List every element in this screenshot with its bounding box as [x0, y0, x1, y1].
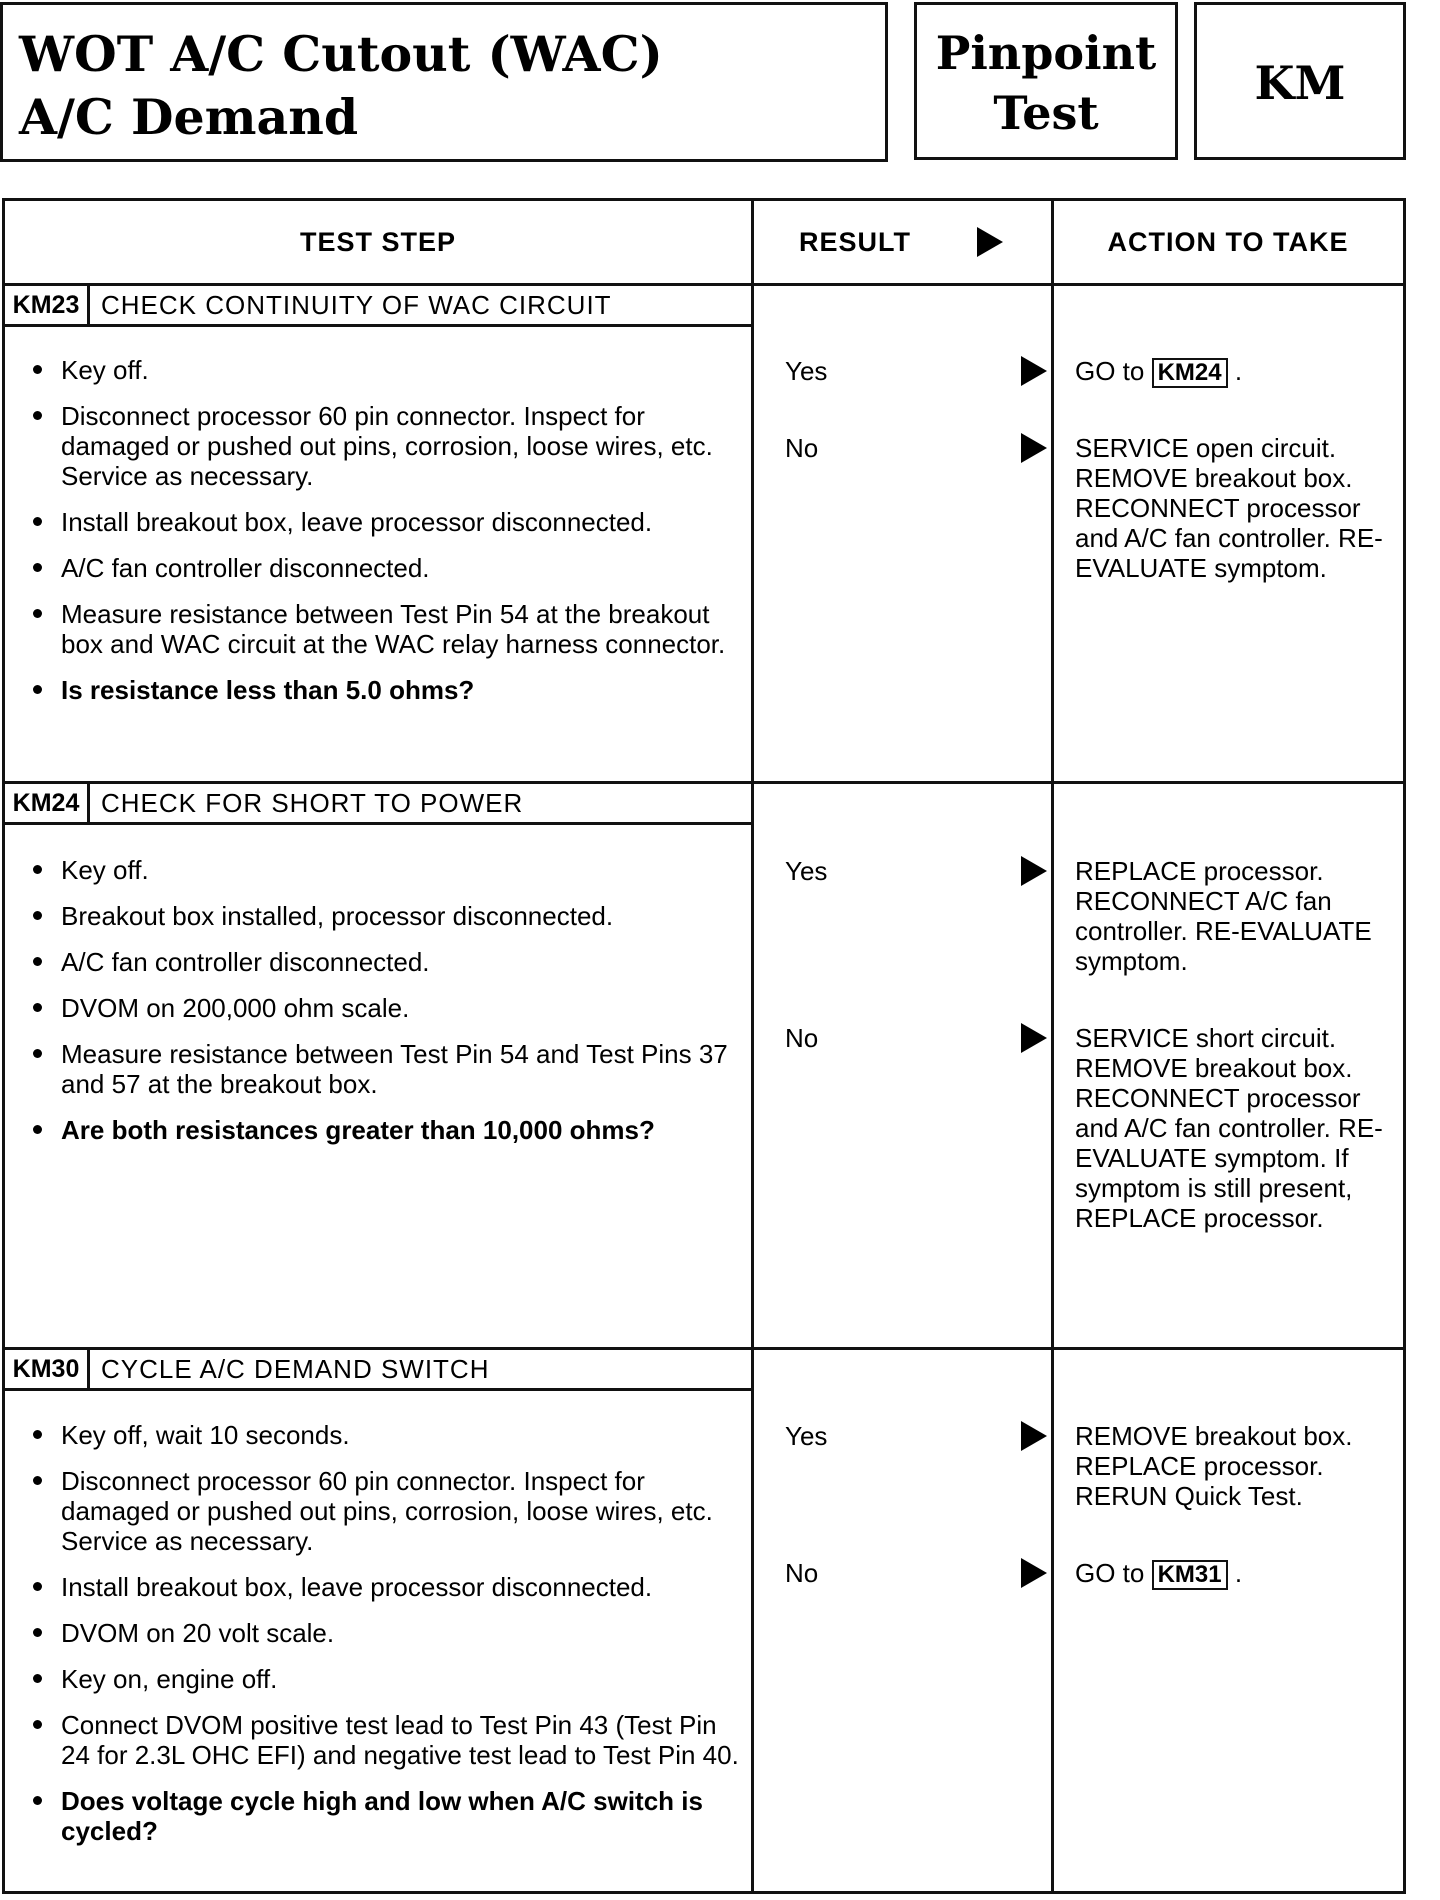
step-header-km23 — [5, 286, 753, 327]
step-header-km30 — [5, 1350, 753, 1391]
step-question: Does voltage cycle high and low when A/C switch is cycled? — [31, 1786, 743, 1846]
step-title: CHECK FOR SHORT TO POWER — [101, 787, 524, 818]
pinpoint-label: Pinpoint — [935, 26, 1157, 80]
step-code: KM23 — [5, 286, 90, 324]
result-yes: Yes — [785, 356, 828, 386]
arrow-right-icon — [1021, 1421, 1047, 1451]
step-question: Are both resistances greater than 10,000 ohms? — [31, 1115, 743, 1145]
action-text: GO to KM31 . — [1075, 1558, 1243, 1588]
step-code: KM24 — [5, 784, 90, 822]
action-text: REPLACE processor. RECONNECT A/C fan controller. RE-EVALUATE symptom. — [1075, 856, 1372, 976]
step-instructions-km24 — [31, 855, 743, 1161]
action-text: GO to KM24 . — [1075, 356, 1243, 386]
list-item: A/C fan controller disconnected. — [31, 947, 743, 977]
step-title: CYCLE A/C DEMAND SWITCH — [101, 1353, 490, 1384]
list-item: Key off. — [31, 355, 743, 385]
step-header-km24 — [5, 784, 753, 825]
step-instructions-km23 — [31, 355, 743, 721]
action-text: REMOVE breakout box. REPLACE processor. RERUN Quick Test. — [1075, 1421, 1353, 1511]
column-divider-step — [751, 201, 754, 1891]
test-code-box — [1194, 2, 1406, 160]
arrow-right-icon — [1021, 356, 1047, 386]
test-table — [2, 198, 1406, 1894]
test-label: Test — [993, 86, 1099, 140]
header-action: ACTION TO TAKE — [1107, 226, 1349, 257]
page-title — [19, 23, 663, 149]
list-item: Install breakout box, leave processor disconnected. — [31, 1572, 743, 1602]
list-item: Key on, engine off. — [31, 1664, 743, 1694]
arrow-right-icon — [977, 227, 1003, 257]
step-reference: KM24 — [1152, 358, 1228, 388]
title-box — [0, 2, 888, 162]
list-item: DVOM on 200,000 ohm scale. — [31, 993, 743, 1023]
result-no: No — [785, 433, 819, 463]
list-item: Disconnect processor 60 pin connector. Inspect for damaged or pushed out pins, corrosion, loose wires, etc. Service as necessary. — [31, 1466, 743, 1556]
column-divider-action — [1051, 201, 1054, 1891]
step-question: Is resistance less than 5.0 ohms? — [31, 675, 743, 705]
list-item: Measure resistance between Test Pin 54 and Test Pins 37 and 57 at the breakout box. — [31, 1039, 743, 1099]
action-text: SERVICE open circuit. REMOVE breakout box. RECONNECT processor and A/C fan controller. RE-EVALUATE symptom. — [1075, 433, 1383, 583]
step-title: CHECK CONTINUITY OF WAC CIRCUIT — [101, 289, 612, 320]
arrow-right-icon — [1021, 1558, 1047, 1588]
header-result: RESULT — [751, 201, 1051, 283]
title-line-1: WOT A/C Cutout (WAC) — [19, 25, 663, 83]
list-item: Breakout box installed, processor disconnected. — [31, 901, 743, 931]
list-item: Key off. — [31, 855, 743, 885]
result-yes: Yes — [785, 1421, 828, 1451]
arrow-right-icon — [1021, 433, 1047, 463]
step-reference: KM31 — [1152, 1560, 1228, 1590]
result-yes: Yes — [785, 856, 828, 886]
header-test-step: TEST STEP — [299, 226, 457, 257]
arrow-right-icon — [1021, 1023, 1047, 1053]
step-code: KM30 — [5, 1350, 90, 1388]
result-no: No — [785, 1023, 819, 1053]
list-item: Connect DVOM positive test lead to Test Pin 43 (Test Pin 24 for 2.3L OHC EFI) and negative test lead to Test Pin 40. — [31, 1710, 743, 1770]
list-item: DVOM on 20 volt scale. — [31, 1618, 743, 1648]
list-item: A/C fan controller disconnected. — [31, 553, 743, 583]
list-item: Measure resistance between Test Pin 54 at the breakout box and WAC circuit at the WAC relay harness connector. — [31, 599, 743, 659]
list-item: Install breakout box, leave processor disconnected. — [31, 507, 743, 537]
list-item: Disconnect processor 60 pin connector. Inspect for damaged or pushed out pins, corrosion, loose wires, etc. Service as necessary. — [31, 401, 743, 491]
title-line-2: A/C Demand — [19, 88, 359, 146]
action-text: SERVICE short circuit. REMOVE breakout box. RECONNECT processor and A/C fan controller. RE-EVALUATE symptom. If symptom is still present, REPLACE processor. — [1075, 1023, 1383, 1233]
arrow-right-icon — [1021, 856, 1047, 886]
step-instructions-km30 — [31, 1420, 743, 1862]
pinpoint-test-box — [914, 2, 1178, 160]
list-item: Key off, wait 10 seconds. — [31, 1420, 743, 1450]
test-code: KM — [1254, 56, 1346, 110]
result-no: No — [785, 1558, 819, 1588]
